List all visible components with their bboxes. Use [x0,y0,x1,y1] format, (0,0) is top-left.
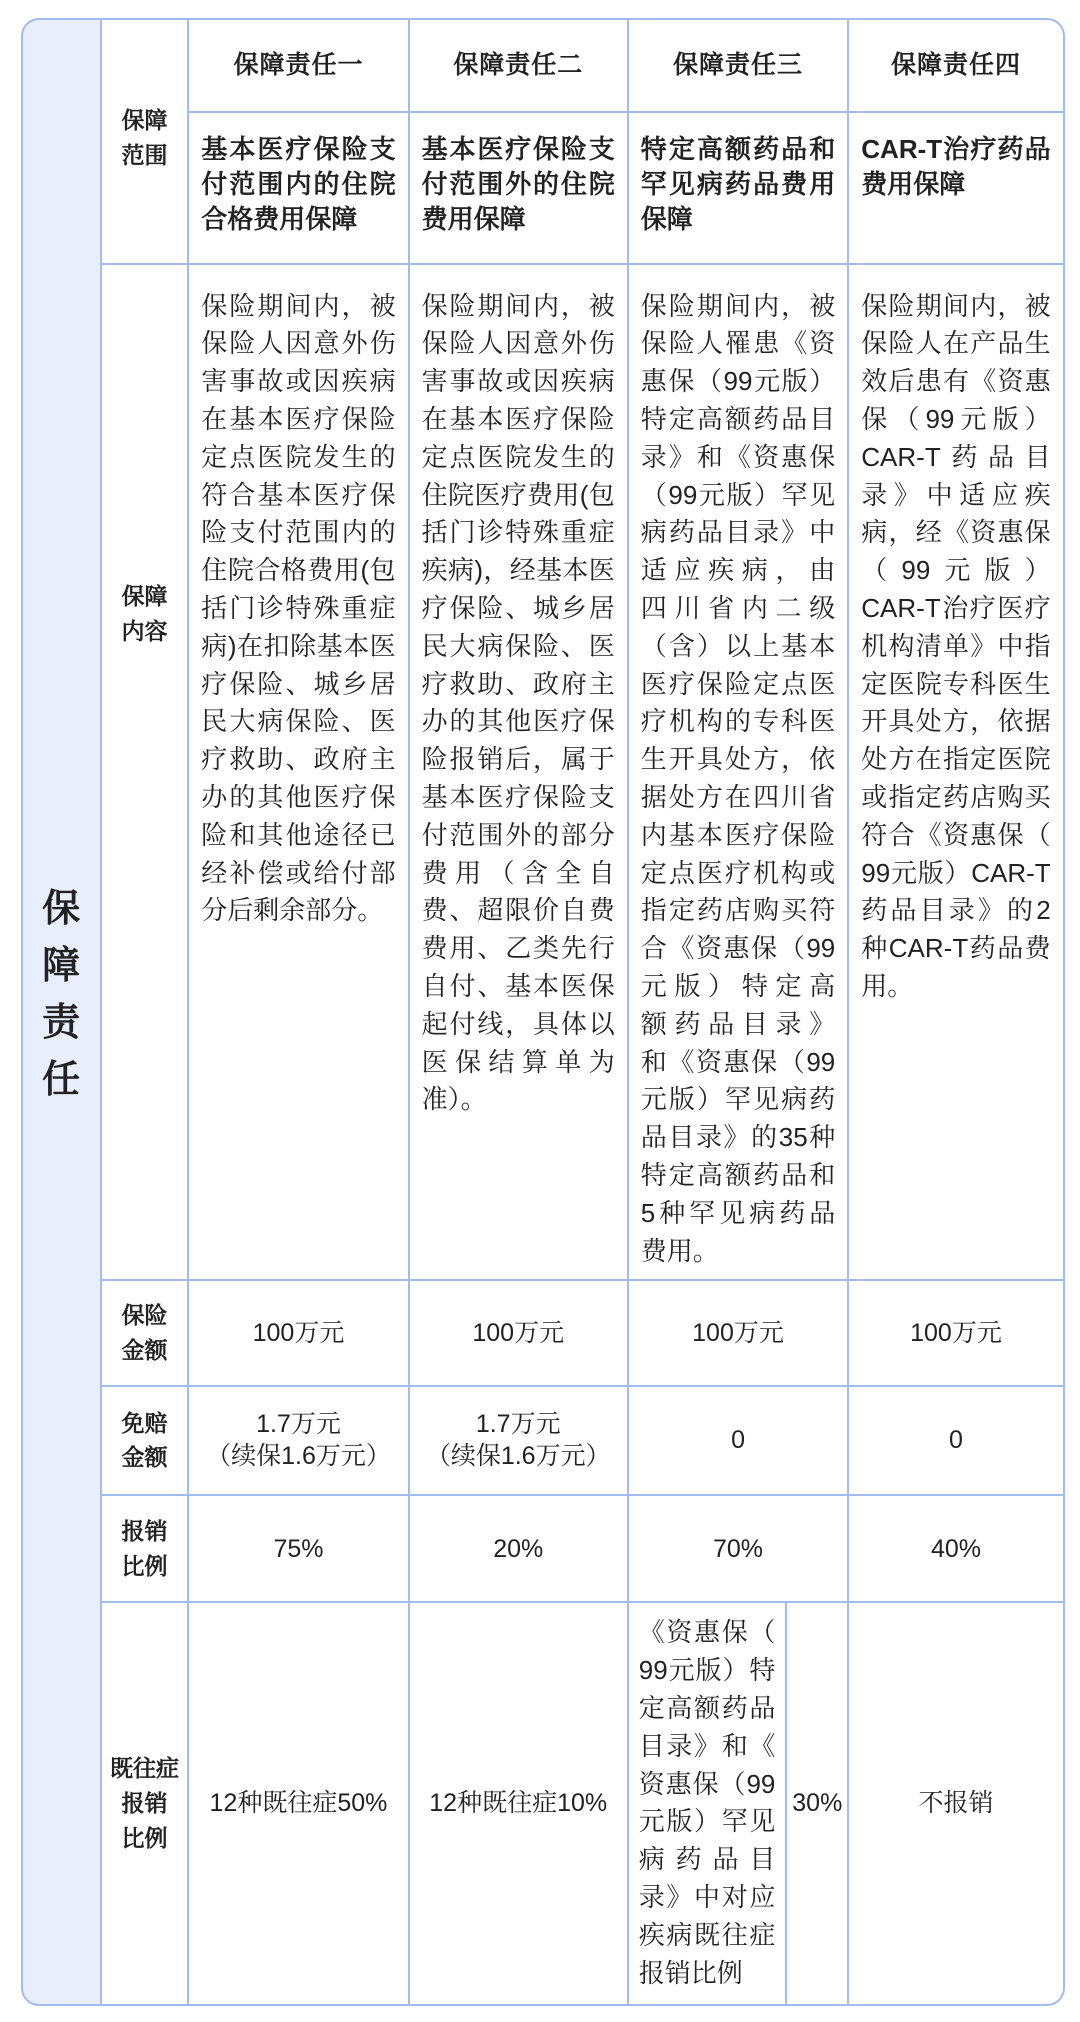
coverage-content-line: （含）以上基本 [640,630,836,661]
coverage-content-line: 自付、基本医保 [421,971,615,1002]
coverage-content-line: 符合基本医疗保 [201,479,396,510]
coverage-content-line: 保险期间内，被 [201,290,396,321]
row-header-line: 既往症 [109,1755,179,1782]
row-header-line: 金额 [121,1336,168,1363]
coverage-content-line: （99元版）罕见 [640,479,836,510]
row-header-line: 免赔 [121,1409,168,1436]
coverage-content-line: 保险人罹患《资 [640,328,836,359]
coverage-content-line: 病药品目录》中 [640,517,836,548]
coverage-content-line: 疾病)，经基本医 [421,555,615,586]
coverage-range-line: 费用保障 [861,168,966,199]
coverage-content-cell [189,265,407,1279]
coverage-content-line: 分后剩余部分。 [201,895,384,926]
coverage-content-line: 符合《资惠保（ [861,819,1051,850]
row-header-insured-amount [102,1281,188,1385]
coverage-range-cell [189,113,407,263]
coverage-content-line: （99元版） [861,555,1051,586]
coverage-content-line: 5种罕见病药品 [640,1197,836,1228]
section-label: 保障责任 [42,887,81,1101]
coverage-range-cell [629,113,848,263]
insured-amount-cell [849,1281,1062,1385]
preexisting-ratio-cell [189,1603,407,2004]
coverage-content-line: 准）。 [421,1084,487,1115]
column-header-4 [849,20,1062,111]
coverage-content-line: 费用、乙类先行 [421,933,615,964]
coverage-content-line: 内基本医疗保险 [640,819,836,850]
preexisting-ratio-value: 不报销 [918,1789,994,1818]
coverage-content-line: 括门诊特殊重症 [421,517,615,548]
coverage-content-line: 定医院专科医生 [861,668,1051,699]
coverage-content-line: 疗保险、城乡居 [201,668,396,699]
preexisting-note-line: 资惠保（99 [638,1768,776,1799]
row-header-preexisting-ratio [102,1603,188,2004]
coverage-range-line: 费用保障 [421,203,526,234]
coverage-range-line: 保障 [640,203,693,234]
row-header-coverage-range [102,20,188,263]
coverage-content-line: 起付线，具体以 [421,1008,615,1039]
deductible-line: 1.7万元 [475,1410,561,1439]
coverage-content-line: 险支付范围内的 [201,517,396,548]
coverage-content-line: 险和其他途径已 [201,819,396,850]
coverage-content-line: 处方在指定医院 [861,744,1051,775]
coverage-content-line: 医疗保险定点医 [640,668,836,699]
section-label-cell [23,20,100,2004]
coverage-content-line: 录》中适应疾 [861,479,1051,510]
row-header-line: 报销 [121,1517,168,1544]
coverage-content-line: 疗救助、政府主 [201,744,396,775]
coverage-content-line: 民大病保险、医 [421,630,615,661]
coverage-content-line: 用。 [861,971,914,1002]
reimbursement-ratio-value: 70% [712,1534,764,1563]
coverage-range-line: 罕见病药品费用 [640,168,836,199]
deductible-line: 0 [949,1426,963,1455]
coverage-content-line: 办的其他医疗保 [201,782,396,813]
coverage-content-line: 经补偿或给付部 [201,857,396,888]
coverage-content-line: 种CAR-T药品费 [861,933,1051,964]
reimbursement-ratio-cell [410,1496,627,1601]
coverage-content-line: 费用。 [640,1235,719,1266]
row-header-deductible [102,1387,188,1495]
coverage-content-line: 适应疾病，由 [640,555,836,586]
coverage-content-line: 保险人因意外伤 [201,328,396,359]
coverage-content-line: 合《资惠保（99 [640,933,836,964]
insured-amount-value: 100万元 [472,1318,565,1347]
coverage-range-line: 基本医疗保险支 [201,134,396,164]
coverage-content-line: 和《资惠保（99 [640,1046,836,1077]
preexisting-ratio-cell [849,1603,1062,2004]
row-header-line: 保障 [121,583,168,609]
coverage-content-line: 效后患有《资惠 [861,366,1051,397]
coverage-content-line: 惠保（99元版） [640,366,836,397]
column-title: 保障责任一 [233,51,364,79]
preexisting-note-line: 元版）罕见 [638,1806,776,1837]
coverage-content-line: 保险期间内，被 [421,290,615,321]
coverage-content-line: CAR-T治疗医疗 [861,593,1051,624]
coverage-content-line: 99元版）CAR-T [861,857,1051,888]
coverage-content-line: 额药品目录》 [640,1008,836,1039]
preexisting-note-line: 《资惠保（ [638,1617,776,1648]
preexisting-ratio-subcell [787,1603,847,2004]
coverage-content-line: 元版）罕见病药 [640,1084,836,1115]
coverage-content-line: 括门诊特殊重症 [201,593,396,624]
coverage-content-line: 保（99元版） [861,404,1051,435]
coverage-content-line: 保险人因意外伤 [421,328,615,359]
deductible-line: 0 [731,1426,745,1455]
coverage-content-line: 疗机构的专科医 [640,706,836,737]
column-header-2 [410,20,627,111]
column-header-3 [629,20,848,111]
row-header-line: 保障 [121,106,168,133]
preexisting-note-line: 报销比例 [638,1957,743,1988]
preexisting-note-line: 99元版）特 [638,1655,776,1686]
coverage-content-line: 生开具处方，依 [640,744,836,775]
coverage-range-line: 合格费用保障 [201,203,358,234]
coverage-content-line: 品目录》的35种 [640,1122,836,1153]
insured-amount-value: 100万元 [252,1318,345,1347]
coverage-content-line: 医保结算单为 [421,1046,615,1077]
coverage-content-cell [410,265,627,1279]
deductible-cell [189,1387,407,1495]
preexisting-note-cell [629,1603,786,2004]
coverage-content-line: 元版）特定高 [640,971,836,1002]
coverage-content-line: 害事故或因疾病 [201,366,396,397]
coverage-content-line: 疗保险、城乡居 [421,593,615,624]
coverage-content-line: 住院医疗费用(包 [421,479,615,510]
deductible-line: （续保1.6万元） [425,1442,611,1471]
coverage-content-line: 特定高额药品目 [640,404,836,435]
row-header-line: 金额 [121,1444,168,1471]
deductible-cell [629,1387,848,1495]
coverage-content-line: 病，经《资惠保 [861,517,1051,548]
coverage-content-line: 定点医院发生的 [201,441,396,472]
preexisting-ratio-value: 12种既往症50% [209,1789,388,1818]
coverage-content-line: 险报销后，属于 [421,744,615,775]
reimbursement-ratio-value: 20% [493,1534,544,1563]
coverage-content-line: 办的其他医疗保 [421,706,615,737]
coverage-content-line: 费用（含全自 [421,857,615,888]
row-header-line: 保险 [121,1302,168,1329]
insured-amount-value: 100万元 [692,1318,784,1347]
coverage-content-line: 住院合格费用(包 [201,555,396,586]
coverage-content-line: 保险期间内，被 [640,290,836,321]
coverage-content-line: 费、超限价自费 [421,895,615,926]
coverage-content-line: 民大病保险、医 [201,706,396,737]
row-header-line: 比例 [121,1552,168,1579]
preexisting-note-line: 病药品目 [638,1844,776,1875]
coverage-content-line: 病)在扣除基本医 [201,630,396,661]
coverage-content-line: 药品目录》的2 [861,895,1051,926]
coverage-content-cell [629,265,848,1279]
deductible-line: （续保1.6万元） [206,1442,391,1471]
preexisting-note-line: 目录》和《 [638,1730,776,1761]
coverage-content-line: 据处方在四川省 [640,782,836,813]
coverage-content-line: 指定药店购买符 [640,895,836,926]
row-header-line: 范围 [121,141,168,168]
coverage-content-line: 机构清单》中指 [861,630,1051,661]
coverage-range-line: 付范围外的住院 [421,168,615,199]
row-header-coverage-content [102,265,188,1279]
column-title: 保障责任二 [453,51,584,79]
row-header-line: 内容 [121,617,168,644]
coverage-table [21,18,1065,2006]
coverage-content-line: 定点医疗机构或 [640,857,836,888]
coverage-content-line: 开具处方，依据 [861,706,1051,737]
coverage-content-line: 定点医院发生的 [421,441,615,472]
preexisting-ratio-value: 12种既往症10% [429,1789,608,1818]
coverage-content-line: 保险人在产品生 [861,328,1051,359]
coverage-content-line: 录》和《资惠保 [640,441,836,472]
reimbursement-ratio-value: 75% [273,1534,324,1563]
insured-amount-cell [629,1281,848,1385]
coverage-content-line: 在基本医疗保险 [421,404,615,435]
coverage-range-cell [410,113,627,263]
coverage-range-line: CAR-T治疗药品 [861,134,1051,164]
coverage-content-line: 在基本医疗保险 [201,404,396,435]
preexisting-ratio-value: 30% [792,1788,843,1817]
insured-amount-cell [189,1281,407,1385]
coverage-content-line: 保险期间内，被 [861,290,1051,321]
coverage-content-cell [849,265,1062,1279]
reimbursement-ratio-cell [629,1496,848,1601]
row-header-reimbursement-ratio [102,1496,188,1601]
deductible-cell [410,1387,627,1495]
coverage-content-line: 疗救助、政府主 [421,668,615,699]
coverage-content-line: 四川省内二级 [640,593,836,624]
reimbursement-ratio-cell [849,1496,1062,1601]
column-header-1 [189,20,407,111]
coverage-content-line: CAR-T药品目 [861,441,1051,472]
preexisting-ratio-cell [629,1603,848,2004]
coverage-content-line: 付范围外的部分 [421,819,615,850]
preexisting-note-line: 疾病既往症 [638,1919,776,1950]
column-title: 保障责任三 [673,51,804,79]
deductible-cell [849,1387,1062,1495]
preexisting-note-line: 录》中对应 [638,1882,776,1913]
coverage-range-line: 基本医疗保险支 [421,134,615,164]
coverage-content-line: 基本医疗保险支 [421,782,615,813]
insured-amount-value: 100万元 [910,1318,1002,1347]
reimbursement-ratio-cell [189,1496,407,1601]
preexisting-ratio-cell [410,1603,627,2004]
coverage-content-line: 或指定药店购买 [861,782,1051,813]
coverage-content-line: 害事故或因疾病 [421,366,615,397]
coverage-range-line: 特定高额药品和 [640,134,836,164]
insured-amount-cell [410,1281,627,1385]
row-header-line: 比例 [121,1824,168,1851]
column-title: 保障责任四 [890,51,1021,79]
coverage-range-line: 付范围内的住院 [201,168,396,199]
coverage-range-cell [849,113,1062,263]
reimbursement-ratio-value: 40% [930,1534,981,1563]
row-header-line: 报销 [121,1790,168,1817]
preexisting-note-line: 定高额药品 [638,1693,776,1724]
deductible-line: 1.7万元 [256,1410,341,1439]
coverage-content-line: 特定高额药品和 [640,1160,836,1191]
